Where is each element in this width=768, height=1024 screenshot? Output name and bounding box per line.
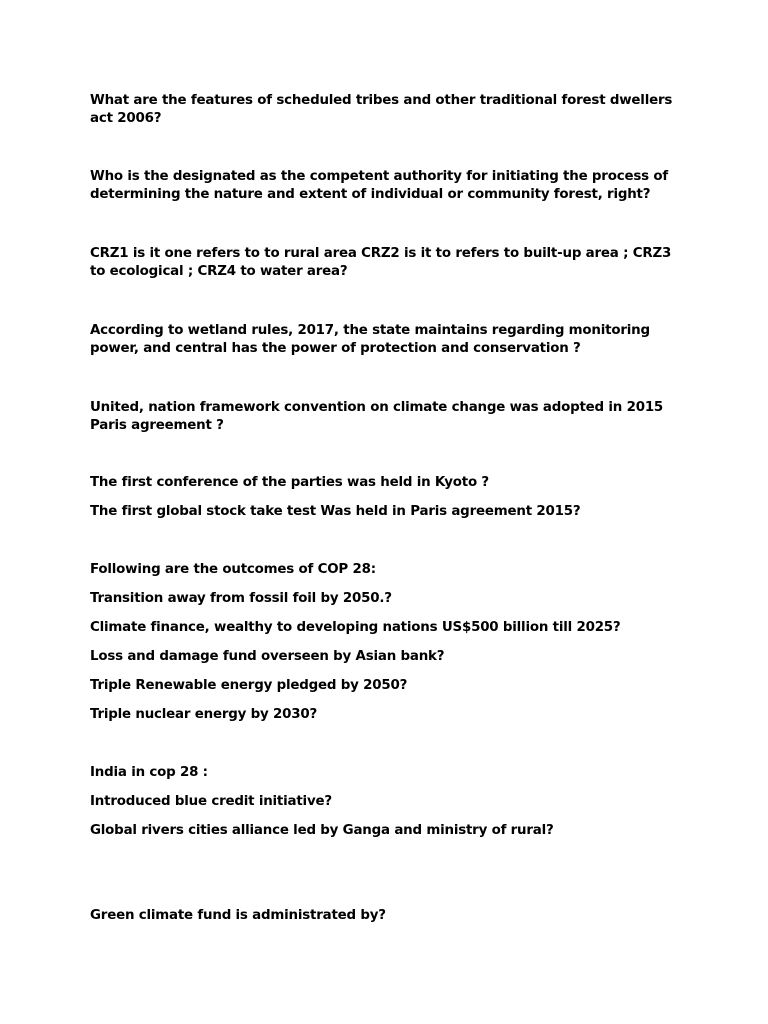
question-first-cop: The first conference of the parties was held in Kyoto ? [90,475,489,490]
cop28-outcome-nuclear: Triple nuclear energy by 2030? [90,707,318,722]
india-rivers-alliance: Global rivers cities alliance led by Ganga and ministry of rural? [90,823,554,838]
question-green-climate-fund: Green climate fund is administrated by? [90,908,386,923]
question-forest-dwellers-act: What are the features of scheduled tribes and other traditional forest dwellers act 2006? [90,93,673,126]
question-crz-zones: CRZ1 is it one refers to to rural area CRZ2 is it to refers to built-up area ; CRZ3 to ecological ; CRZ4 to water area? [90,246,672,279]
question-competent-authority: Who is the designated as the competent authority for initiating the process of determining the nature and extent of individual or community forest, right? [90,169,668,202]
india-cop28-heading: India in cop 28 : [90,765,208,780]
cop28-outcome-renewable: Triple Renewable energy pledged by 2050? [90,678,408,693]
cop28-outcome-fossil: Transition away from fossil foil by 2050.? [90,591,392,606]
india-blue-credit: Introduced blue credit initiative? [90,794,332,809]
cop28-outcomes-heading: Following are the outcomes of COP 28: [90,562,376,577]
question-global-stocktake: The first global stock take test Was held in Paris agreement 2015? [90,504,581,519]
question-wetland-rules: According to wetland rules, 2017, the state maintains regarding monitoring power, and central has the power of protection and conservation ? [90,323,650,356]
cop28-outcome-finance: Climate finance, wealthy to developing nations US$500 billion till 2025? [90,620,621,635]
question-unfccc: United, nation framework convention on climate change was adopted in 2015 Paris agreement ? [90,400,664,433]
cop28-outcome-loss-damage: Loss and damage fund overseen by Asian bank? [90,649,445,664]
